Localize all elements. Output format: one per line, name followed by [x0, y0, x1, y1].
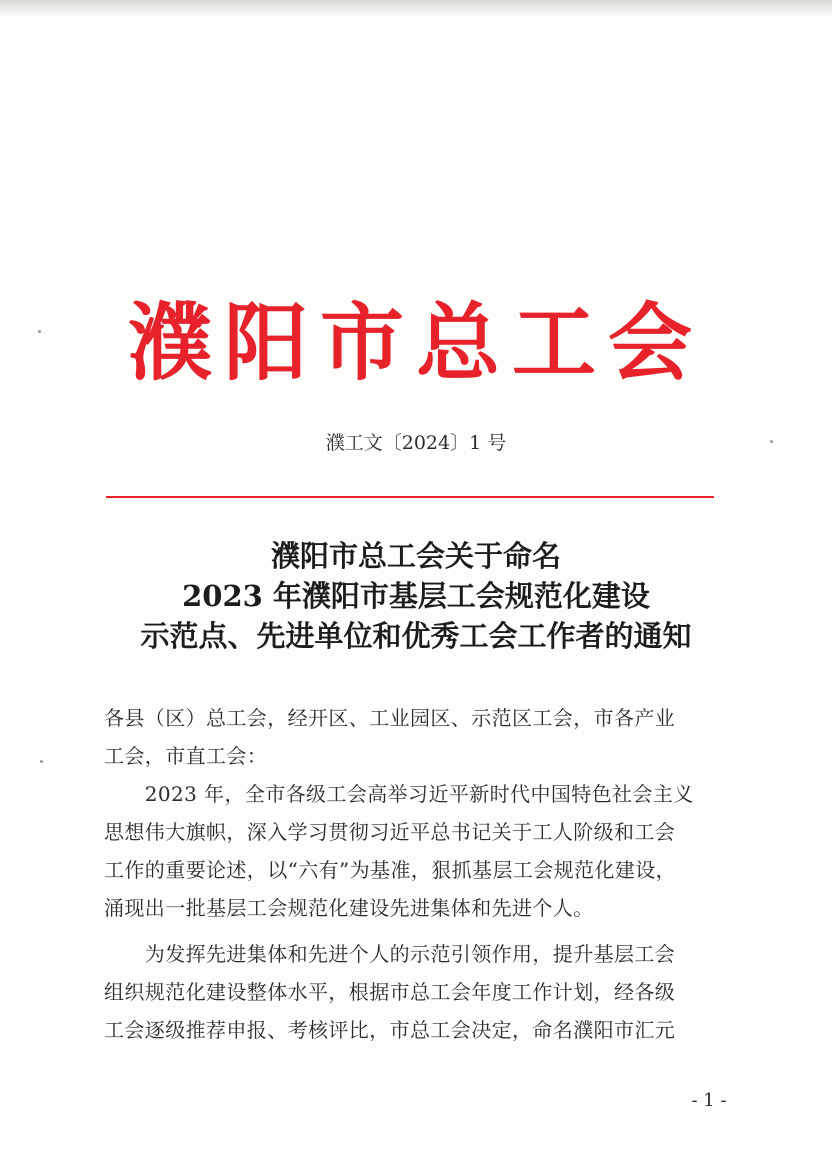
paragraph-line: 涌现出一批基层工会规范化建设先进集体和先进个人。	[104, 896, 594, 920]
addressee-line: 工会，市直工会：	[104, 744, 268, 768]
paragraph-line: 思想伟大旗帜，深入学习贯彻习近平总书记关于工人阶级和工会	[104, 820, 676, 844]
scan-top-edge	[0, 0, 832, 18]
paragraph-line: 2023 年，全市各级工会高举习近平新时代中国特色社会主义	[104, 782, 694, 806]
notice-title	[40, 536, 792, 656]
scan-speck	[40, 760, 43, 763]
title-line: 濮阳市总工会关于命名	[270, 539, 561, 573]
paragraph-line: 工作的重要论述，以“六有”为基准，狠抓基层工会规范化建设，	[104, 858, 677, 882]
masthead: 濮阳市总工会	[127, 293, 704, 392]
paragraph-gap	[104, 931, 744, 939]
page-number: - 1 -	[691, 1090, 727, 1111]
title-line: 2023 年濮阳市基层工会规范化建设	[182, 579, 650, 613]
addressee-line: 各县（区）总工会，经开区、工业园区、示范区工会，市各产业	[104, 706, 676, 730]
red-separator-line	[106, 496, 714, 498]
notice-body	[104, 703, 744, 1053]
document-number: 濮工文〔2024〕1 号	[325, 432, 507, 454]
paragraph-line: 组织规范化建设整体水平，根据市总工会年度工作计划，经各级	[104, 980, 676, 1004]
paragraph-line: 工会逐级推荐申报、考核评比，市总工会决定，命名濮阳市汇元	[104, 1018, 676, 1042]
paragraph-line: 为发挥先进集体和先进个人的示范引领作用，提升基层工会	[104, 942, 676, 966]
title-line: 示范点、先进单位和优秀工会工作者的通知	[140, 619, 692, 653]
